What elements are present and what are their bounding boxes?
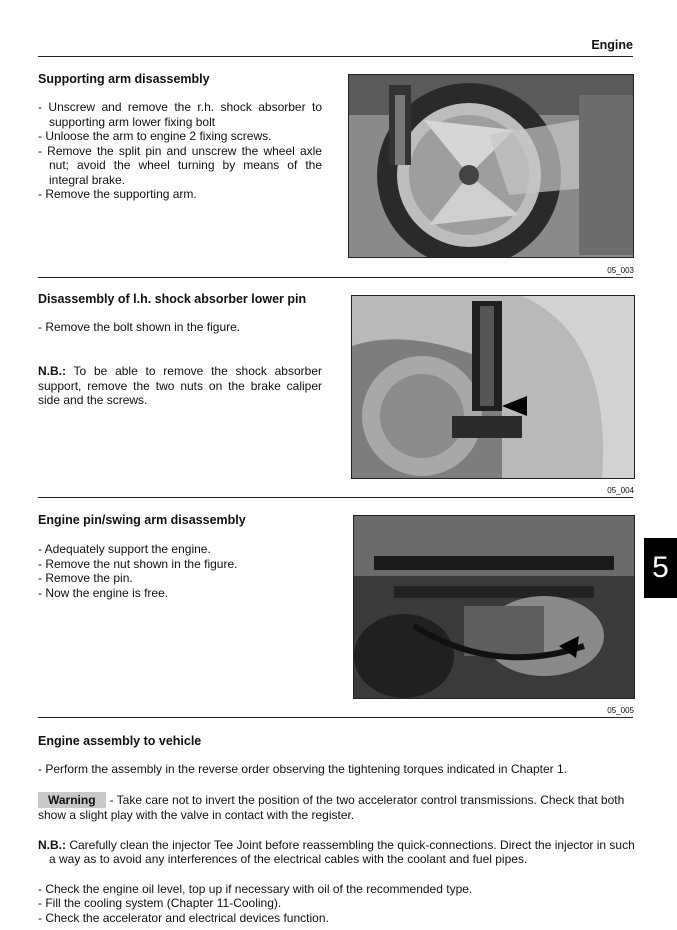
header-rule — [38, 56, 633, 57]
step-list — [38, 882, 638, 926]
figure-caption: 05_004 — [607, 486, 634, 495]
step-list — [38, 100, 322, 202]
step-list — [38, 762, 638, 777]
warning-text: - Take care not to invert the position of the two accelerator control transmissions. Check that both show a slight play with the valve in contact with the register. — [38, 792, 625, 822]
nb-label: N.B.: — [38, 837, 66, 852]
section-rule — [38, 497, 633, 498]
nb-text: Carefully clean the injector Tee Joint before reassembling the quick-connections. Direct the injector in such a way as to avoid any interferences of the electrical cables with the coolant and fuel pipes. — [49, 837, 635, 866]
figure-caption: 05_005 — [607, 706, 634, 715]
section-title: Engine pin/swing arm disassembly — [38, 513, 246, 527]
list-item: - Remove the pin. — [38, 571, 322, 586]
step-list — [38, 320, 322, 335]
warning-badge: Warning — [38, 792, 106, 809]
page-header-title: Engine — [591, 38, 633, 52]
list-item: - Remove the nut shown in the figure. — [38, 557, 322, 572]
list-item: - Now the engine is free. — [38, 586, 322, 601]
list-item: - Unscrew and remove the r.h. shock absorber to supporting arm lower fixing bolt — [38, 100, 322, 129]
step-list — [38, 542, 322, 600]
list-item: - Remove the supporting arm. — [38, 187, 322, 202]
chapter-tab: 5 — [644, 538, 677, 598]
nb-text: To be able to remove the shock absorber support, remove the two nuts on the brake caliper side and the screws. — [38, 364, 322, 407]
nb-label: N.B.: — [38, 364, 66, 378]
nb-note — [38, 364, 322, 408]
section-rule — [38, 717, 633, 718]
list-item: - Fill the cooling system (Chapter 11-Cooling). — [38, 896, 638, 911]
warning-note — [38, 792, 638, 823]
nb-note — [38, 838, 638, 867]
list-item: - Remove the bolt shown in the figure. — [38, 320, 322, 335]
figure-photo — [353, 515, 635, 699]
list-item: - Check the engine oil level, top up if necessary with oil of the recommended type. — [38, 882, 638, 897]
section-title: Supporting arm disassembly — [38, 72, 210, 86]
list-item: - Perform the assembly in the reverse order observing the tightening torques indicated in Chapter 1. — [38, 762, 638, 777]
figure-photo — [351, 295, 635, 479]
list-item: - Unloose the arm to engine 2 fixing screws. — [38, 129, 322, 144]
figure-photo — [348, 74, 634, 258]
section-title: Engine assembly to vehicle — [38, 734, 202, 748]
list-item: - Remove the split pin and unscrew the wheel axle nut; avoid the wheel turning by means of the integral brake. — [38, 144, 322, 188]
assembly-text — [38, 762, 638, 925]
section-title: Disassembly of l.h. shock absorber lower pin — [38, 292, 307, 306]
list-item: - Check the accelerator and electrical devices function. — [38, 911, 638, 926]
section-rule — [38, 277, 633, 278]
figure-caption: 05_003 — [607, 266, 634, 275]
list-item: - Adequately support the engine. — [38, 542, 322, 557]
